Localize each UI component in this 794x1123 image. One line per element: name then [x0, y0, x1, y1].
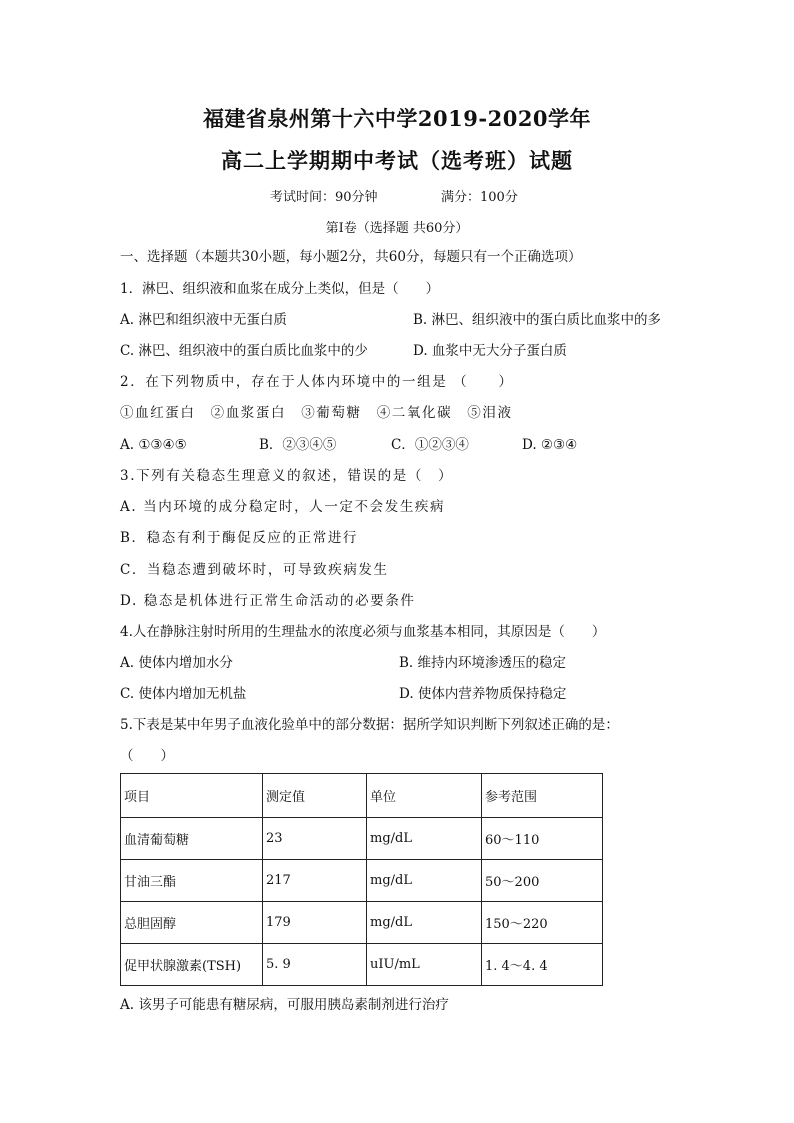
table-cell: 150～220	[482, 902, 603, 944]
q5-option-a: A. 该男子可能患有糖尿病，可服用胰岛素制剂进行治疗	[120, 997, 449, 1013]
table-row	[121, 818, 603, 860]
table-cell: 血清葡萄糖	[121, 818, 263, 860]
q2-option-d: D. ②③④	[522, 437, 578, 453]
table-header-cell: 测定值	[263, 774, 367, 818]
table-header-cell: 单位	[367, 774, 482, 818]
table-header-cell: 项目	[121, 774, 263, 818]
table-cell: 23	[263, 818, 367, 860]
section-title: 第Ⅰ卷（选择题 共60分）	[325, 221, 469, 236]
q1-stem: 1．淋巴、组织液和血浆在成分上类似，但是（ ）	[120, 281, 440, 297]
table-cell: 1. 4～4. 4	[482, 944, 603, 986]
exam-title-line2: 高二上学期期中考试（选考班）试题	[221, 148, 573, 173]
q2-stem: 2．在下列物质中，存在于人体内环境中的一组是 （ ）	[120, 374, 514, 390]
q2-option-c: C．①②③④	[391, 437, 469, 453]
q3-option-b: B．稳态有利于酶促反应的正常进行	[120, 530, 359, 546]
part1-heading: 一、选择题（本题共30小题，每小题2分，共60分，每题只有一个正确选项）	[120, 249, 582, 265]
exam-title-line1: 福建省泉州第十六中学2019-2020学年	[202, 106, 592, 131]
q2-items: ①血红蛋白 ②血浆蛋白 ③葡萄糖 ④二氧化碳 ⑤泪液	[120, 405, 513, 421]
q4-stem: 4.人在静脉注射时所用的生理盐水的浓度必须与血浆基本相同，其原因是（ ）	[120, 624, 606, 640]
q3-stem: 3.下列有关稳态生理意义的叙述，错误的是（ ）	[120, 468, 454, 484]
full-score: 满分：100分	[441, 190, 518, 205]
table-cell: mg/dL	[367, 818, 482, 860]
table-cell: 60～110	[482, 818, 603, 860]
q4-option-b: B. 维持内环境渗透压的稳定	[399, 655, 567, 671]
q4-option-c: C. 使体内增加无机盐	[120, 686, 247, 702]
table-cell: 5. 9	[263, 944, 367, 986]
q1-option-a: A. 淋巴和组织液中无蛋白质	[120, 312, 287, 328]
q1-option-d: D. 血浆中无大分子蛋白质	[413, 343, 567, 359]
table-cell: mg/dL	[367, 860, 482, 902]
q5-answer-paren: （ ）	[120, 748, 174, 764]
q3-option-a: A. 当内环境的成分稳定时，人一定不会发生疾病	[120, 499, 446, 515]
exam-time: 考试时间：90分钟	[270, 190, 378, 205]
table-cell: 179	[263, 902, 367, 944]
q1-option-c: C. 淋巴、组织液中的蛋白质比血浆中的少	[120, 343, 368, 359]
blood-test-table	[120, 773, 603, 986]
table-cell: 促甲状腺激素(TSH)	[121, 944, 263, 986]
table-row	[121, 860, 603, 902]
table-cell: 50～200	[482, 860, 603, 902]
q4-option-a: A. 使体内增加水分	[120, 655, 233, 671]
table-cell: 总胆固醇	[121, 902, 263, 944]
table-row	[121, 944, 603, 986]
table-cell: 217	[263, 860, 367, 902]
table-cell: 甘油三酯	[121, 860, 263, 902]
q3-option-d: D. 稳态是机体进行正常生命活动的必要条件	[120, 593, 416, 609]
q4-option-d: D. 使体内营养物质保持稳定	[399, 686, 567, 702]
table-header-row	[121, 774, 603, 818]
q3-option-c: C．当稳态遭到破坏时，可导致疾病发生	[120, 562, 389, 578]
q2-option-a: A. ①③④⑤	[120, 437, 187, 453]
table-cell: uIU/mL	[367, 944, 482, 986]
q1-option-b: B. 淋巴、组织液中的蛋白质比血浆中的多	[413, 312, 662, 328]
table-cell: mg/dL	[367, 902, 482, 944]
table-header-cell: 参考范围	[482, 774, 603, 818]
table-row	[121, 902, 603, 944]
q5-stem: 5.下表是某中年男子血液化验单中的部分数据：据所学知识判断下列叙述正确的是：	[120, 717, 619, 733]
q2-option-b: B．②③④⑤	[259, 437, 337, 453]
